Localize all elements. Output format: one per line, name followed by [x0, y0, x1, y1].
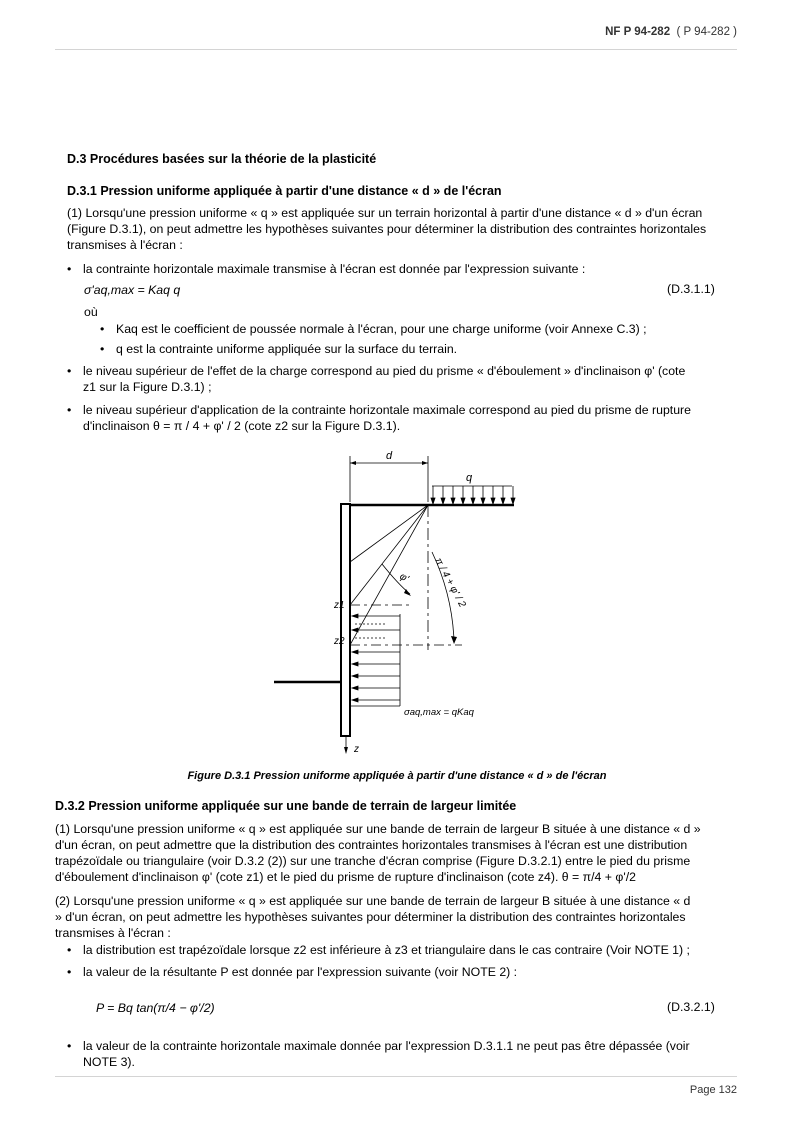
label-z1: z1: [334, 600, 345, 611]
d32-para1-line-3: trapézoïdale ou triangulaire (voir D.3.2 (2)) sur une tranche d'écran comprise (Figure D.3.2.1) entre le pied du prisme: [55, 854, 691, 868]
bullet-dot: •: [67, 1039, 72, 1053]
slope-line-upper: [350, 505, 428, 562]
ou-label: où: [84, 305, 98, 319]
footer-rule: [55, 1076, 737, 1077]
d31-para-line-2: (Figure D.3.1), on peut admettre les hypothèses suivantes pour déterminer la distribution des contraintes horizontales: [67, 222, 707, 236]
label-theta: π / 4 + φ' / 2: [432, 556, 468, 610]
label-sigma: σaq,max = qKaq: [404, 707, 474, 718]
theta-arc-arrow: [451, 636, 457, 644]
dimension-d-arrow-right: [422, 461, 428, 465]
d32-para2-line-3: transmises à l'écran :: [55, 926, 171, 940]
d32-bullet-3: • la valeur de la contrainte horizontale maximale donnée par l'expression D.3.1.1 ne peut pas être dépassée (voir: [67, 1039, 690, 1053]
section-d3-title: D.3 Procédures basées sur la théorie de la plasticité: [67, 152, 377, 166]
page-header: [605, 26, 737, 38]
d32-bullet-2: • la valeur de la résultante P est donnée par l'expression suivante (voir NOTE 2) :: [67, 965, 518, 979]
bullet-dot: •: [67, 943, 72, 957]
label-phi: φ': [397, 571, 411, 585]
d31-bullet-1: • la contrainte horizontale maximale transmise à l'écran est donnée par l'expression suivante :: [67, 262, 586, 276]
d32-bullet-1: • la distribution est trapézoïdale lorsque z2 est inférieure à z3 et triangulaire dans le cas contraire (Voir NOTE 1) ;: [67, 943, 690, 957]
bullet-dot: •: [67, 965, 72, 979]
bullet-dot: •: [100, 322, 105, 336]
bullet-dot: •: [67, 364, 72, 378]
dimension-d-arrow-left: [350, 461, 356, 465]
equation-d311: σ'aq,max = Kaq q: [84, 283, 181, 297]
slope-line-phi: [350, 505, 428, 605]
d31-bullet-2: • le niveau supérieur de l'effet de la charge correspond au pied du prisme « d'éboulement » d'inclinaison φ' (cote: [67, 364, 686, 378]
d32-bullet-3-cont: NOTE 3).: [83, 1055, 135, 1069]
section-d32-title: D.3.2 Pression uniforme appliquée sur une bande de terrain de largeur limitée: [55, 799, 517, 813]
header-rule: [55, 49, 737, 50]
d32-para1-line-2: d'un écran, on peut admettre que la distribution des contraintes horizontales transmises à l'écran est une distribution: [55, 838, 688, 852]
d31-para-line-1: (1) Lorsqu'une pression uniforme « q » est appliquée sur un terrain horizontal à partir d'une distance « d » d'un écran: [67, 206, 703, 220]
bullet-dot: •: [100, 342, 105, 356]
slope-line-theta: [350, 505, 428, 645]
label-q: q: [466, 472, 473, 484]
d31-para-line-3: transmises à l'écran :: [67, 238, 183, 252]
d32-para1-line-4: d'éboulement d'inclinaison φ' (cote z1) et le pied du prisme de rupture d'inclinaison (cote z4). θ = π/4 + φ'/2: [55, 870, 636, 884]
d31-bullet-3: • le niveau supérieur d'application de la contrainte horizontale maximale correspond au pied du prisme de rupture: [67, 403, 691, 417]
norm-alt-reference: ( P 94-282 ): [676, 26, 737, 38]
bullet-dot: •: [67, 262, 72, 276]
d31-bullet-2-cont: z1 sur la Figure D.3.1) ;: [83, 380, 212, 394]
label-z2: z2: [334, 636, 345, 647]
equation-d321-number: (D.3.2.1): [667, 1000, 715, 1014]
z-axis-arrow: [344, 747, 348, 754]
pressure-diagram: [350, 614, 400, 706]
label-z: z: [354, 744, 359, 755]
label-d: d: [386, 450, 393, 462]
d31-sub-bullet-1: • Kaq est le coefficient de poussée normale à l'écran, pour une charge uniforme (voir Annexe C.3) ;: [100, 322, 647, 336]
d31-sub-bullet-2: • q est la contrainte uniforme appliquée sur la surface du terrain.: [100, 342, 458, 356]
page-number: Page 132: [689, 1084, 737, 1096]
bullet-dot: •: [67, 403, 72, 417]
d32-para2-line-2: » d'un écran, on peut admettre les hypothèses suivantes pour déterminer la distribution des contraintes horizontales: [55, 910, 686, 924]
section-d31-title: D.3.1 Pression uniforme appliquée à partir d'une distance « d » de l'écran: [67, 184, 502, 198]
retaining-wall: [341, 504, 350, 736]
figure-d31-diagram: [260, 444, 540, 764]
d32-para1-line-1: (1) Lorsqu'une pression uniforme « q » est appliquée sur une bande de terrain de largeur B située à une distance « d »: [55, 822, 701, 836]
equation-d311-number: (D.3.1.1): [667, 282, 715, 296]
norm-reference: NF P 94-282: [605, 26, 671, 38]
equation-d321: P = Bq tan(π/4 − φ'/2): [96, 1001, 215, 1015]
d31-bullet-3-cont: d'inclinaison θ = π / 4 + φ' / 2 (cote z2 sur la Figure D.3.1).: [83, 419, 401, 433]
surcharge-arrows: [431, 486, 515, 504]
figure-caption: Figure D.3.1 Pression uniforme appliquée à partir d'une distance « d » de l'écran: [187, 770, 607, 782]
d32-para2-line-1: (2) Lorsqu'une pression uniforme « q » est appliquée sur une bande de terrain de largeur B située à une distance « d: [55, 894, 691, 908]
